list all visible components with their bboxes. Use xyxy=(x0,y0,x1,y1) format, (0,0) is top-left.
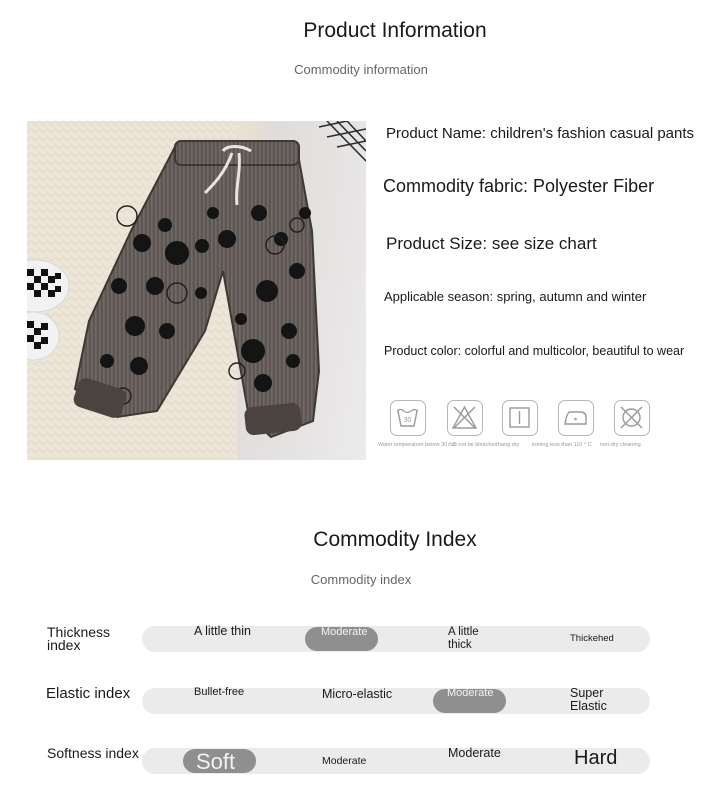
section-subtitle-commodity-index: Commodity index xyxy=(310,572,412,587)
iron-icon xyxy=(558,400,594,436)
section-title-product-info: Product Information xyxy=(303,19,487,42)
index-option-selected: Moderate xyxy=(447,687,494,699)
index-row-label-thickness: Thickness index xyxy=(47,624,111,653)
spec-color: Product color: colorful and multicolor, beautiful to wear xyxy=(384,344,685,358)
no-dry-clean-icon xyxy=(614,400,650,436)
index-option-selected: Soft xyxy=(196,749,236,774)
spec-season: Applicable season: spring, autumn and winter xyxy=(384,289,647,304)
care-caption: ironing less than 110 ° C xyxy=(532,442,592,448)
index-row-label-softness: Softness index xyxy=(47,745,139,761)
svg-text:30: 30 xyxy=(403,417,412,424)
wash-30-icon xyxy=(390,400,426,436)
product-image xyxy=(27,121,366,460)
care-caption: non-dry cleaning xyxy=(600,442,641,448)
index-option: Bullet-free xyxy=(194,686,245,698)
index-option: Super Elastic xyxy=(570,686,607,713)
section-title-commodity-index: Commodity Index xyxy=(313,528,477,551)
spec-product-name: Product Name: children's fashion casual pants xyxy=(386,125,695,142)
index-option: A little thin xyxy=(194,624,251,638)
section-subtitle-product-info: Commodity information xyxy=(294,62,428,77)
spec-size: Product Size: see size chart xyxy=(386,234,597,253)
index-option: Hard xyxy=(574,747,618,769)
index-option: Micro-elastic xyxy=(322,687,393,701)
hang-dry-icon xyxy=(502,400,538,436)
index-option: Moderate xyxy=(322,755,367,767)
index-option: A little thick xyxy=(448,626,479,651)
no-bleach-icon xyxy=(447,400,483,436)
care-caption: Water temperature below 30 ° C xyxy=(378,442,457,448)
index-option: Moderate xyxy=(448,746,501,760)
spec-fabric: Commodity fabric: Polyester Fiber xyxy=(383,176,655,196)
index-option: Thickehed xyxy=(570,633,614,644)
pants-illustration xyxy=(27,121,366,460)
care-caption: hang dry xyxy=(498,442,520,448)
care-caption: can not be bleached xyxy=(448,442,498,448)
index-row-label-elastic: Elastic index xyxy=(46,685,131,702)
index-option-selected: Moderate xyxy=(321,626,368,638)
